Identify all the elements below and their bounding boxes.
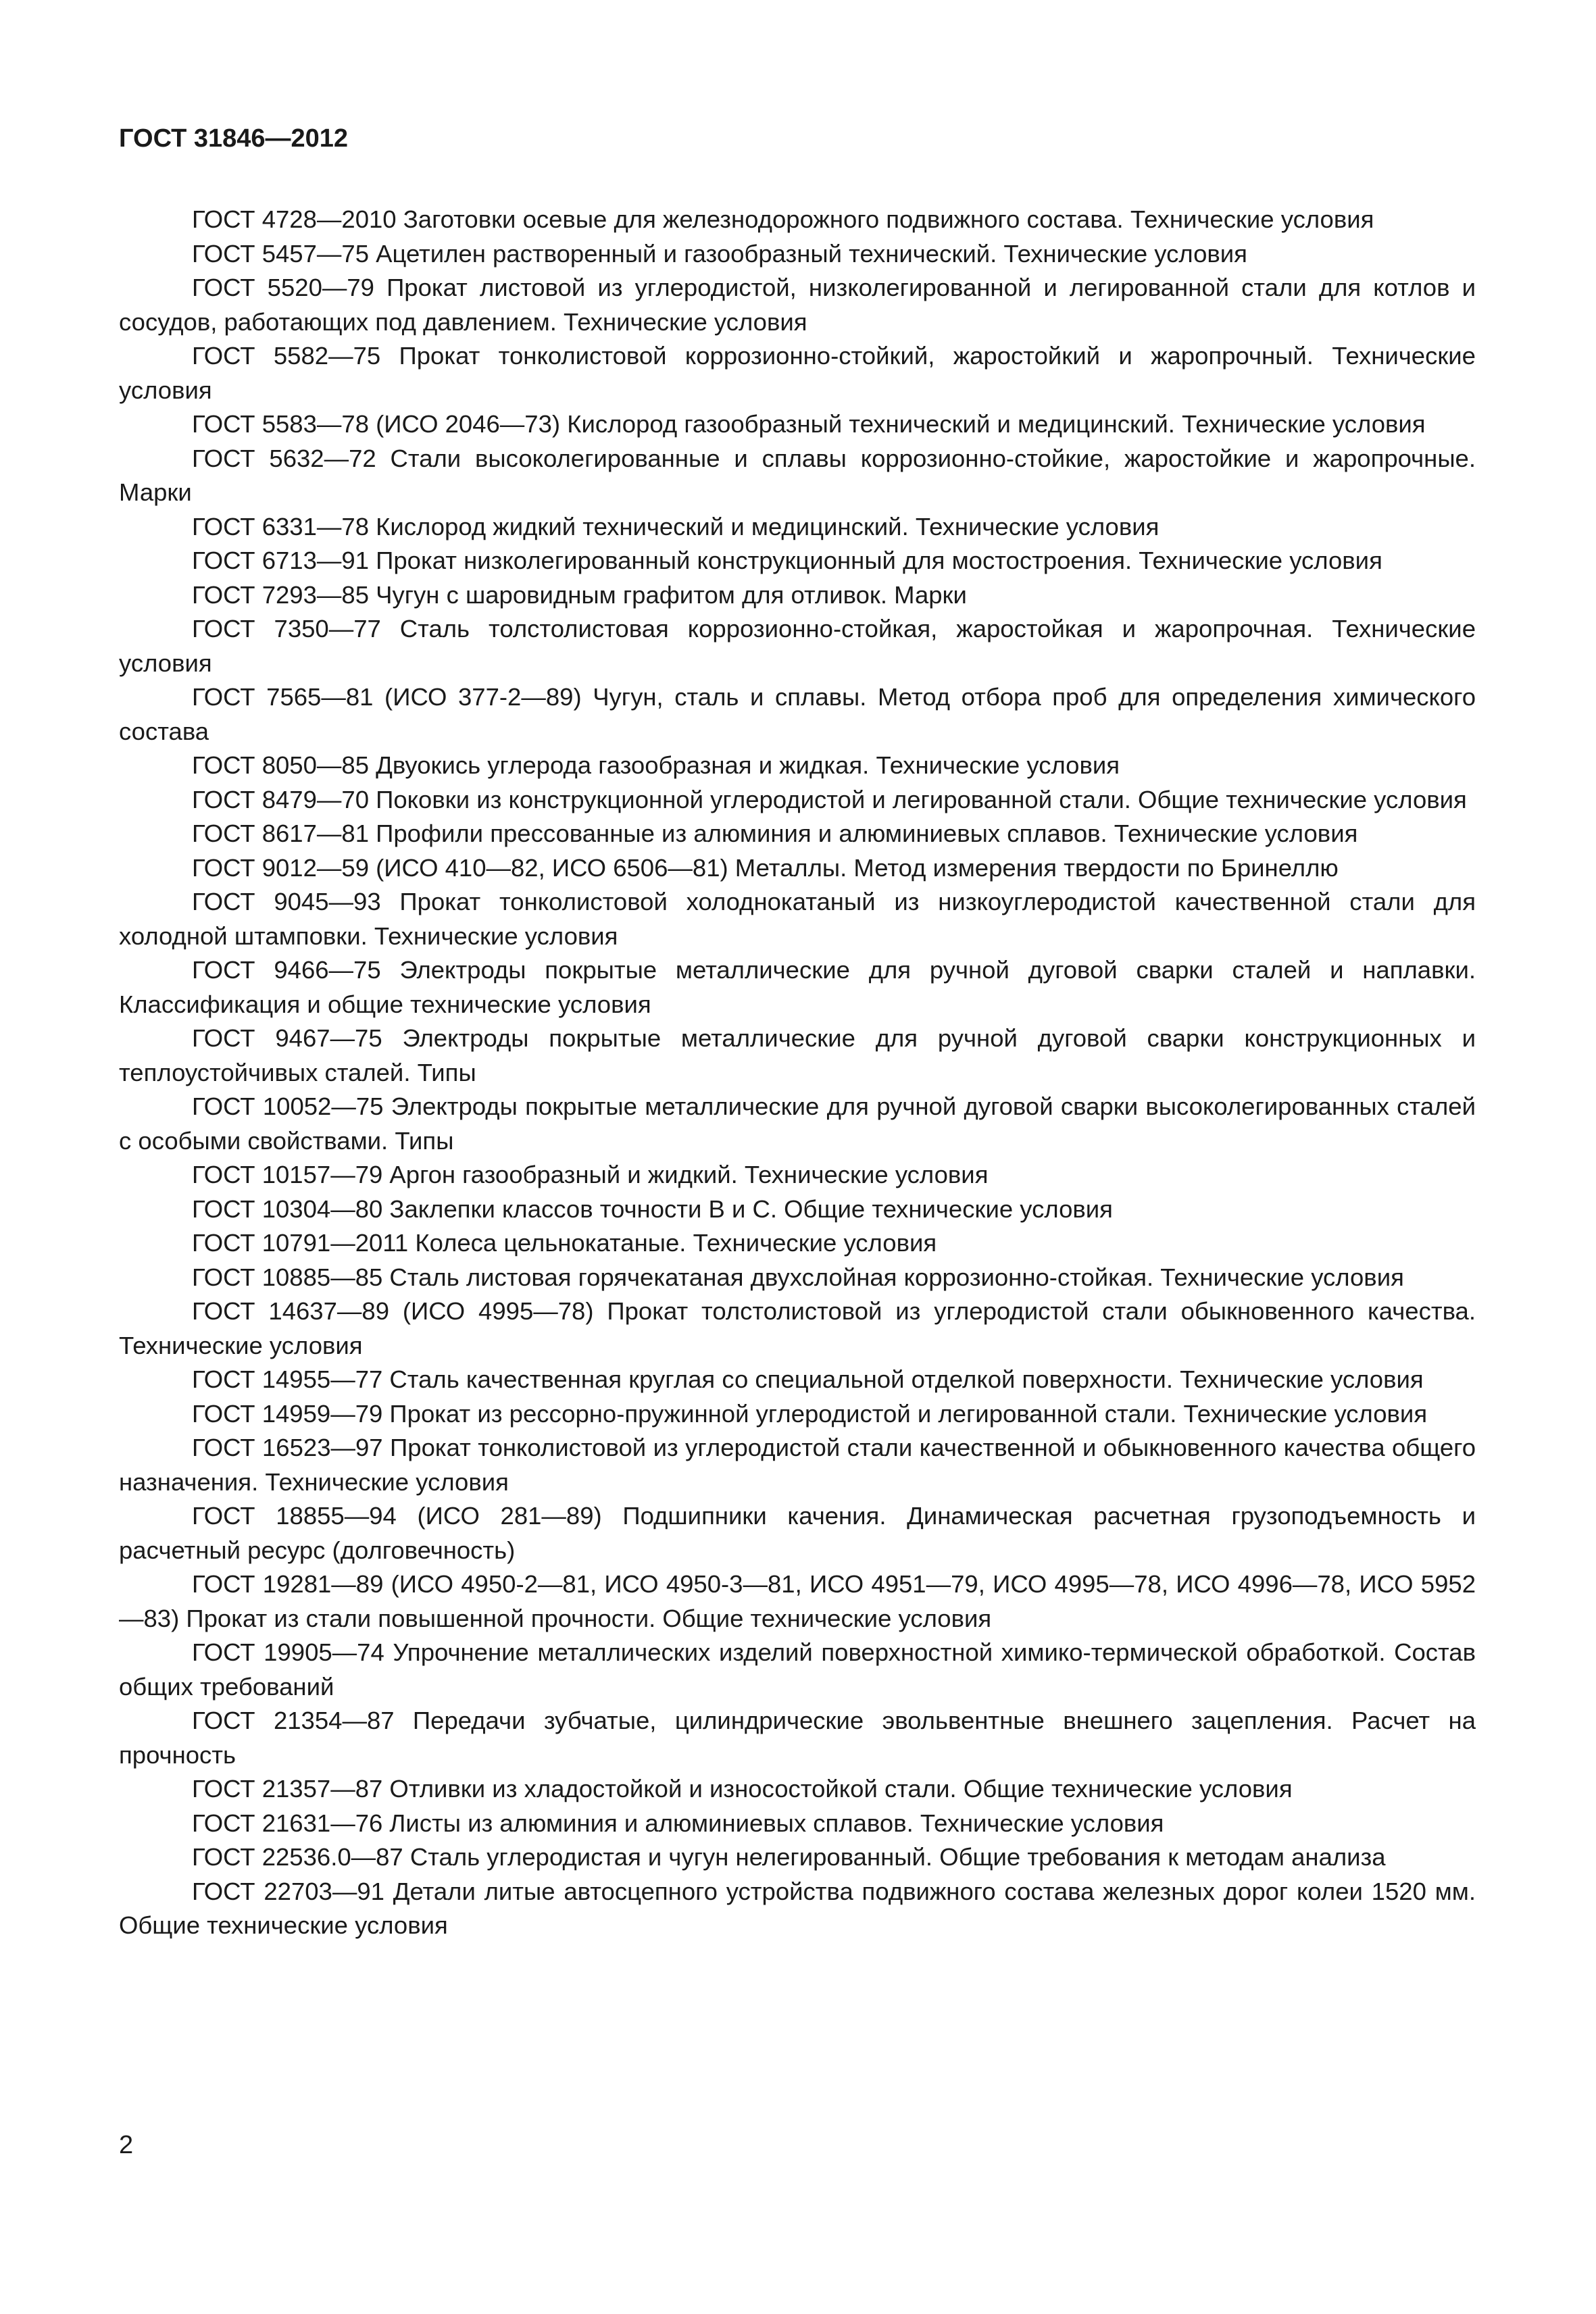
reference-entry: ГОСТ 7350—77 Сталь толстолистовая коррозионно-стойкая, жаростойкая и жаропрочная. Технические условия	[119, 615, 1476, 677]
reference-entry: ГОСТ 8617—81 Профили прессованные из алюминия и алюминиевых сплавов. Технические условия	[192, 820, 1358, 847]
reference-entry: ГОСТ 21354—87 Передачи зубчатые, цилиндрические эвольвентные внешнего зацепления. Расчет на прочность	[119, 1707, 1476, 1769]
normative-references-list	[119, 203, 1476, 1943]
reference-entry: ГОСТ 14959—79 Прокат из рессорно-пружинной углеродистой и легированной стали. Технические условия	[192, 1399, 1428, 1428]
reference-entry: ГОСТ 21631—76 Листы из алюминия и алюминиевых сплавов. Технические условия	[192, 1809, 1164, 1837]
reference-entry: ГОСТ 7565—81 (ИСО 377-2—89) Чугун, сталь и сплавы. Метод отбора проб для определения химического состава	[119, 683, 1476, 745]
reference-entry: ГОСТ 10304—80 Заклепки классов точности В и С. Общие технические условия	[192, 1194, 1113, 1223]
reference-entry: ГОСТ 5583—78 (ИСО 2046—73) Кислород газообразный технический и медицинский. Технические условия	[192, 410, 1426, 438]
reference-entry: ГОСТ 18855—94 (ИСО 281—89) Подшипники качения. Динамическая расчетная грузоподъемность и расчетный ресурс (долговечность)	[119, 1502, 1476, 1564]
page-number: 2	[119, 2131, 134, 2159]
reference-entry: ГОСТ 6713—91 Прокат низколегированный конструкционный для мостостроения. Технические условия	[192, 547, 1382, 574]
reference-entry: ГОСТ 14637—89 (ИСО 4995—78) Прокат толстолистовой из углеродистой стали обыкновенного качества. Технические условия	[119, 1297, 1476, 1359]
reference-entry: ГОСТ 22536.0—87 Сталь углеродистая и чугун нелегированный. Общие требования к методам анализа	[192, 1843, 1386, 1871]
reference-entry: ГОСТ 6331—78 Кислород жидкий технический и медицинский. Технические условия	[192, 512, 1159, 540]
reference-entry: ГОСТ 9045—93 Прокат тонколистовой холоднокатаный из низкоуглеродистой качественной стали для холодной штамповки. Технические условия	[119, 888, 1476, 950]
reference-entry: ГОСТ 9466—75 Электроды покрытые металлические для ручной дуговой сварки сталей и наплавки. Классификация и общие технические условия	[119, 956, 1476, 1018]
reference-entry: ГОСТ 9467—75 Электроды покрытые металлические для ручной дуговой сварки конструкционных и теплоустойчивых сталей. Типы	[119, 1024, 1476, 1086]
document-header: ГОСТ 31846—2012	[119, 124, 349, 153]
reference-entry: ГОСТ 5632—72 Стали высоколегированные и сплавы коррозионно-стойкие, жаростойкие и жаропрочные. Марки	[119, 444, 1476, 506]
reference-entry: ГОСТ 19281—89 (ИСО 4950-2—81, ИСО 4950-3—81, ИСО 4951—79, ИСО 4995—78, ИСО 4996—78, ИСО 5952—83) Прокат из стали повышенной прочности. Общие технические условия	[119, 1570, 1476, 1632]
reference-entry: ГОСТ 8479—70 Поковки из конструкционной углеродистой и легированной стали. Общие технические условия	[192, 785, 1467, 813]
reference-entry: ГОСТ 8050—85 Двуокись углерода газообразная и жидкая. Технические условия	[192, 751, 1120, 779]
reference-entry: ГОСТ 5582—75 Прокат тонколистовой коррозионно-стойкий, жаростойкий и жаропрочный. Технические условия	[119, 342, 1476, 404]
reference-entry: ГОСТ 10157—79 Аргон газообразный и жидкий. Технические условия	[192, 1161, 989, 1188]
reference-entry: ГОСТ 5457—75 Ацетилен растворенный и газообразный технический. Технические условия	[192, 239, 1247, 268]
reference-entry: ГОСТ 10791—2011 Колеса цельнокатаные. Технические условия	[192, 1229, 937, 1257]
reference-entry: ГОСТ 10885—85 Сталь листовая горячекатаная двухслойная коррозионно-стойкая. Технические условия	[192, 1263, 1404, 1291]
reference-entry: ГОСТ 9012—59 (ИСО 410—82, ИСО 6506—81) Металлы. Метод измерения твердости по Бринеллю	[192, 853, 1339, 882]
reference-entry: ГОСТ 16523—97 Прокат тонколистовой из углеродистой стали качественной и обыкновенного качества общего назначения. Технические условия	[119, 1434, 1476, 1496]
reference-entry: ГОСТ 19905—74 Упрочнение металлических изделий поверхностной химико-термической обработкой. Состав общих требований	[119, 1638, 1476, 1701]
reference-entry: ГОСТ 10052—75 Электроды покрытые металлические для ручной дуговой сварки высоколегированных сталей с особыми свойствами. Типы	[119, 1092, 1476, 1155]
reference-entry: ГОСТ 4728—2010 Заготовки осевые для железнодорожного подвижного состава. Технические условия	[192, 205, 1374, 233]
reference-entry: ГОСТ 5520—79 Прокат листовой из углеродистой, низколегированной и легированной стали для котлов и сосудов, работающих под давлением. Технические условия	[119, 274, 1476, 336]
reference-entry: ГОСТ 22703—91 Детали литые автосцепного устройства подвижного состава железных дорог колеи 1520 мм. Общие технические условия	[119, 1877, 1476, 1939]
reference-entry: ГОСТ 7293—85 Чугун с шаровидным графитом для отливок. Марки	[192, 580, 967, 609]
reference-entry: ГОСТ 21357—87 Отливки из хладостойкой и износостойкой стали. Общие технические условия	[192, 1775, 1293, 1803]
reference-entry: ГОСТ 14955—77 Сталь качественная круглая со специальной отделкой поверхности. Технические условия	[192, 1365, 1424, 1393]
